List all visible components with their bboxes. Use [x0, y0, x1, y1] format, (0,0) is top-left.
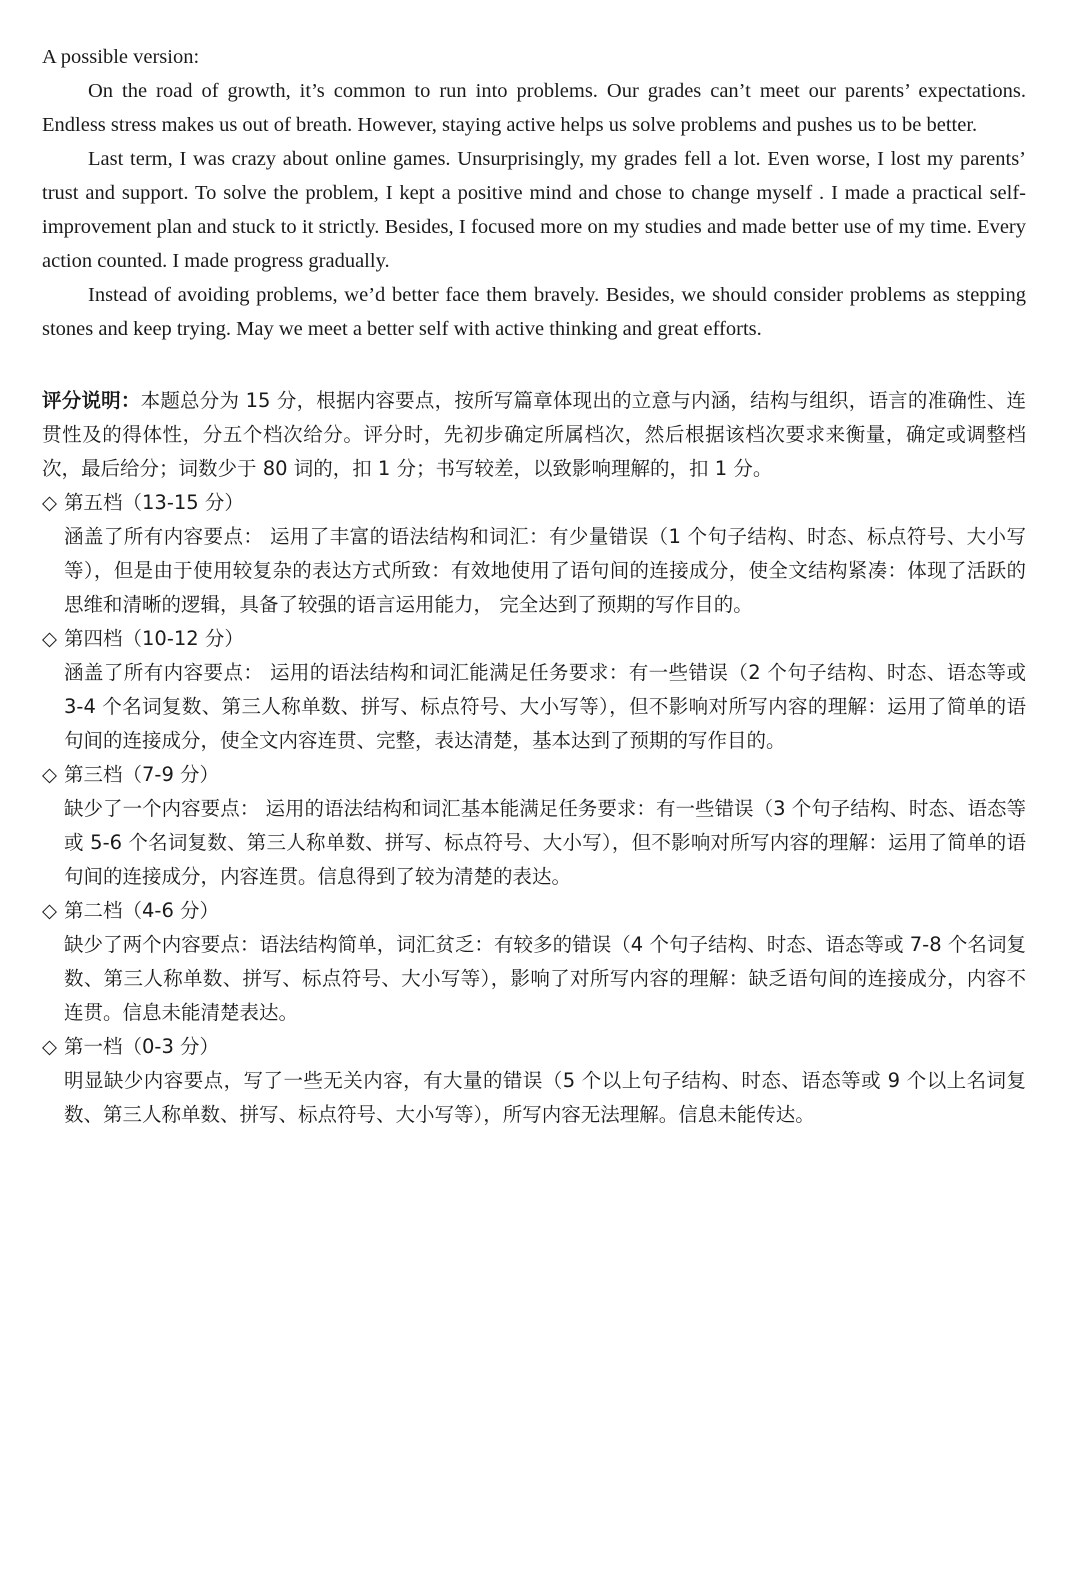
level-block	[42, 486, 1026, 622]
level-description: 缺少了两个内容要点：语法结构简单，词汇贫乏：有较多的错误（4 个句子结构、时态、语态等或 7-8 个名词复数、第三人称单数、拼写、标点符号、大小写等），影响了对所写内容的理解：缺乏语句间的连接成分，内容不连贯。信息未能清楚表达。	[64, 933, 1026, 1024]
diamond-bullet-icon: ◇	[42, 627, 57, 650]
level-description: 明显缺少内容要点，写了一些无关内容，有大量的错误（5 个以上句子结构、时态、语态等或 9 个以上名词复数、第三人称单数、拼写、标点符号、大小写等），所写内容无法理解。信息未能传达。	[64, 1069, 1026, 1126]
document-page	[42, 40, 1026, 1132]
essay-paragraph: Last term, I was crazy about online games. Unsurprisingly, my grades fell a lot. Even worse, I lost my parents’ trust and support. To solve the problem, I kept a positive mind and chose to change myself . I made a practical self-improvement plan and stuck to it strictly. Besides, I focused more on my studies and made better use of my time. Every action counted. I made progress gradually.	[42, 148, 1026, 272]
level-title-text: 第二档（4-6 分）	[64, 899, 220, 922]
level-title	[42, 486, 1026, 520]
essay-heading: A possible version:	[42, 46, 200, 68]
rubric-intro	[42, 384, 1026, 486]
level-block	[42, 894, 1026, 1030]
essay-paragraph: Instead of avoiding problems, we’d better face them bravely. Besides, we should consider problems as stepping stones and keep trying. May we meet a better self with active thinking and great efforts.	[42, 284, 1026, 340]
level-title	[42, 1030, 1026, 1064]
level-description: 涵盖了所有内容要点： 运用了丰富的语法结构和词汇：有少量错误（1 个句子结构、时态、标点符号、大小写等），但是由于使用较复杂的表达方式所致：有效地使用了语句间的连接成分，使全文结构紧凑：体现了活跃的思维和清晰的逻辑，具备了较强的语言运用能力， 完全达到了预期的写作目的。	[64, 525, 1026, 616]
rubric-intro-text: 本题总分为 15 分，根据内容要点，按所写篇章体现出的立意与内涵，结构与组织，语言的准确性、连贯性及的得体性，分五个档次给分。评分时，先初步确定所属档次，然后根据该档次要求来衡量，确定或调整档次，最后给分；词数少于 80 词的，扣 1 分；书写较差，以致影响理解的，扣 1 分。	[42, 389, 1026, 480]
rubric-label: 评分说明：	[42, 389, 141, 412]
diamond-bullet-icon: ◇	[42, 491, 57, 514]
level-title-text: 第四档（10-12 分）	[64, 627, 244, 650]
level-title	[42, 622, 1026, 656]
level-description: 涵盖了所有内容要点： 运用的语法结构和词汇能满足任务要求：有一些错误（2 个句子结构、时态、语态等或 3-4 个名词复数、第三人称单数、拼写、标点符号、大小写等），但不影响对所写内容的理解：运用了简单的语句间的连接成分，使全文内容连贯、完整，表达清楚，基本达到了预期的写作目的。	[64, 661, 1026, 752]
diamond-bullet-icon: ◇	[42, 899, 57, 922]
level-title-text: 第五档（13-15 分）	[64, 491, 244, 514]
essay-paragraph: On the road of growth, it’s common to run into problems. Our grades can’t meet our parents’ expectations. Endless stress makes us out of breath. However, staying active helps us solve problems and pushes us to be better.	[42, 80, 1026, 136]
diamond-bullet-icon: ◇	[42, 763, 57, 786]
level-block	[42, 622, 1026, 758]
level-title-text: 第三档（7-9 分）	[64, 763, 220, 786]
level-title	[42, 758, 1026, 792]
level-title	[42, 894, 1026, 928]
scoring-rubric	[42, 384, 1026, 1132]
model-essay	[42, 40, 1026, 346]
level-block	[42, 1030, 1026, 1132]
level-description: 缺少了一个内容要点： 运用的语法结构和词汇基本能满足任务要求：有一些错误（3 个句子结构、时态、语态等或 5-6 个名词复数、第三人称单数、拼写、标点符号、大小写），但不影响对所写内容的理解：运用了简单的语句间的连接成分，内容连贯。信息得到了较为清楚的表达。	[64, 797, 1026, 888]
level-title-text: 第一档（0-3 分）	[64, 1035, 220, 1058]
level-block	[42, 758, 1026, 894]
diamond-bullet-icon: ◇	[42, 1035, 57, 1058]
